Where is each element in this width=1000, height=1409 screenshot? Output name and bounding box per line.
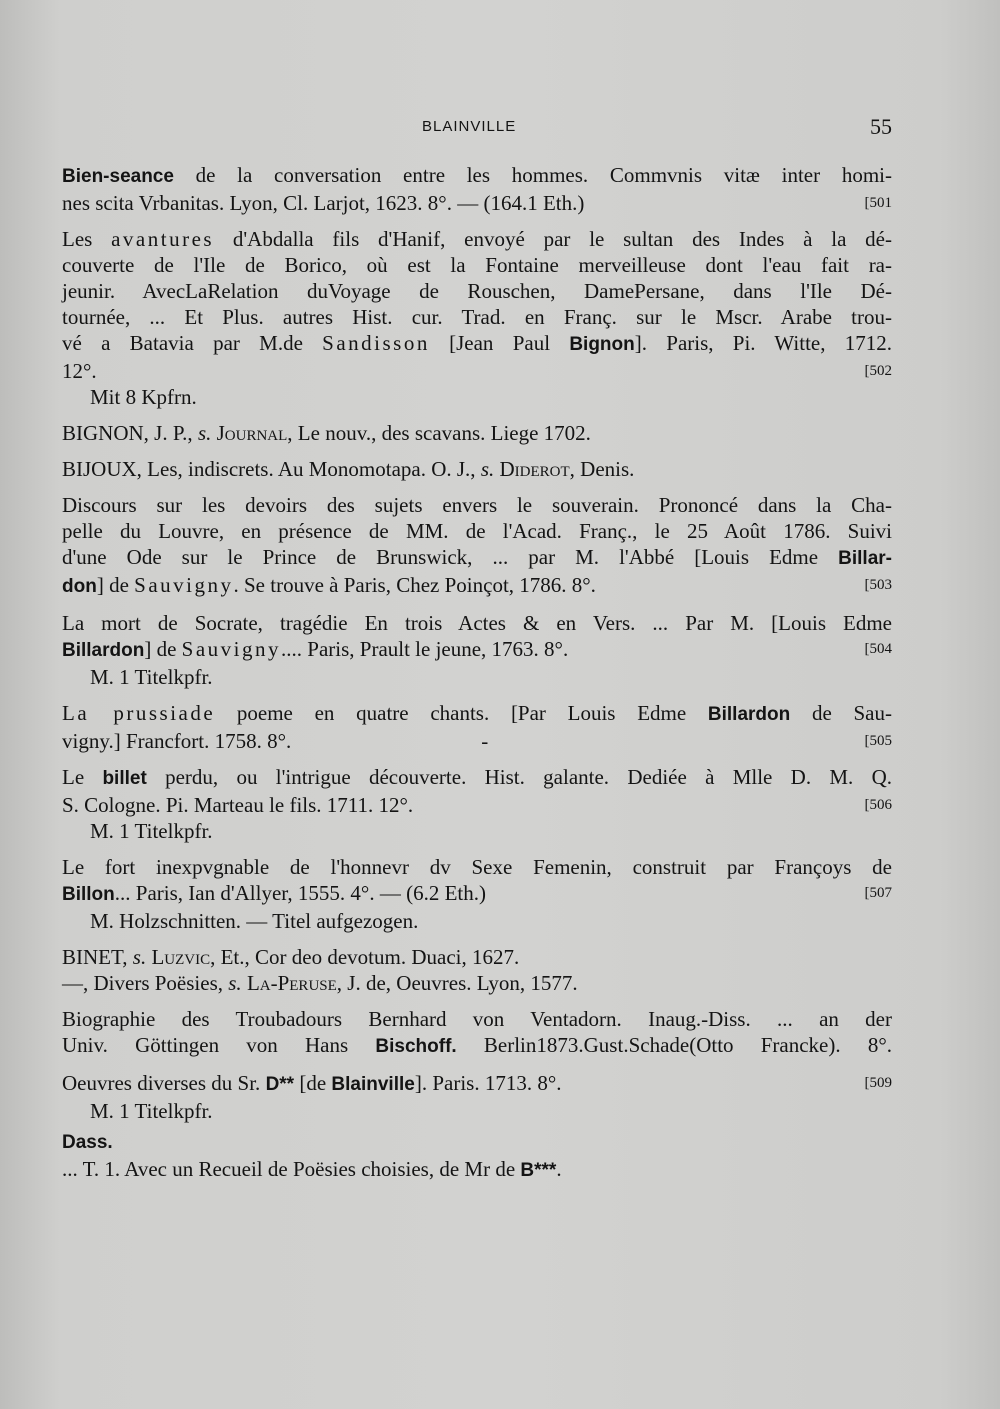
entry-number: [509 bbox=[864, 1075, 892, 1091]
entry-biographie: Biographie des Troubadours Bernhard von Ventadorn. Inaug.-Diss. ... an der Univ. Göttingen von Hans Bischoff. Berlin1873.Gust.Schade(Otto Francke). 8°. bbox=[62, 1007, 892, 1057]
entry-number: [507 bbox=[864, 885, 892, 901]
entry-line: nes scita Vrbanitas. Lyon, Cl. Larjot, 1623. 8°. — (164.1 Eth.) [501 bbox=[62, 191, 892, 215]
page-header bbox=[62, 116, 892, 142]
entry-502: Les avantures d'Abdalla fils d'Hanif, envoyé par le sultan des Indes à la dé- couverte de l'Ile de Borico, où est la Fontaine merveilleuse dont l'eau fait ra- jeunir. AvecLaRelation duVoyage de Rouschen, DamePersane, dans l'Ile Dé- tournée, ... Et Plus. autres Hist. cur. Trad. en Franç. sur le Mscr. Arabe trou- vé a Batavia par M.de Sandisson [Jean Paul Bignon]. Paris, Pi. Witte, 1712. 12°. [502 Mit 8 Kpfrn. bbox=[62, 227, 892, 409]
entry-number: [506 bbox=[864, 797, 892, 813]
entry-503: Discours sur les devoirs des sujets envers le souverain. Prononcé dans la Cha- pelle du Louvre, en présence de MM. de l'Acad. Franç., le 25 Août 1786. Suivi d'une Ode sur le Prince de Brunswick, ... par M. l'Abbé [Louis Edme Billar- don] de Sauvigny. Se trouve à Paris, Chez Poinçot, 1786. 8°. [503 bbox=[62, 492, 892, 600]
entry-bignon: BIGNON, J. P., s. Journal, Le nouv., des scavans. Liege 1702. bbox=[62, 421, 591, 445]
entry-binet: BINET, s. Luzvic, Et., Cor deo devotum. Duaci, 1627. —, Divers Poësies, s. La-Peruse, J. de, Oeuvres. Lyon, 1577. bbox=[62, 945, 578, 995]
entry-506: Le billet perdu, ou l'intrigue découverte. Hist. galante. Dediée à Mlle D. M. Q. S. Cologne. Pi. Marteau le fils. 1711. 12°. [506 M. 1 Titelkpfr. bbox=[62, 765, 892, 843]
entry-note: M. Holzschnitten. — Titel aufgezogen. bbox=[90, 909, 419, 933]
entry-507: Le fort inexpvgnable de l'honnevr dv Sexe Femenin, construit par Françoys de Billon... Paris, Ian d'Allyer, 1555. 4°. — (6.2 Eth.) [507 M. Holzschnitten. — Titel aufgezogen. bbox=[62, 855, 892, 933]
entry-number: [501 bbox=[864, 195, 892, 211]
entry-line: Bien-seance de la conversation entre les hommes. Commvnis vitæ inter homi- bbox=[62, 163, 892, 187]
entry-note: M. 1 Titelkpfr. bbox=[90, 1099, 213, 1123]
bibliography-entries bbox=[62, 162, 892, 1194]
entry-note: M. 1 Titelkpfr. bbox=[90, 665, 213, 689]
entry-number: [505 bbox=[864, 733, 892, 749]
entry-number: [503 bbox=[864, 577, 892, 593]
entry-number: [502 bbox=[864, 363, 892, 379]
entry-bijoux: BIJOUX, Les, indiscrets. Au Monomotapa. O. J., s. Diderot, Denis. bbox=[62, 457, 635, 481]
entry-note: Mit 8 Kpfrn. bbox=[90, 385, 197, 409]
entry-note: M. 1 Titelkpfr. bbox=[90, 819, 213, 843]
running-head: BLAINVILLE bbox=[422, 118, 517, 135]
entry-501 bbox=[62, 162, 892, 216]
entry-504: La mort de Socrate, tragédie En trois Actes & en Vers. ... Par M. [Louis Edme Billardon] de Sauvigny.... Paris, Prault le jeune, 1763. 8°. [504 M. 1 Titelkpfr. bbox=[62, 611, 892, 689]
entry-509: Oeuvres diverses du Sr. D** [de Blainville]. Paris. 1713. 8°. [509 M. 1 Titelkpfr. Dass. ... T. 1. Avec un Recueil de Poësies choisies, de Mr de B***. bbox=[62, 1071, 892, 1181]
entry-number: [504 bbox=[864, 641, 892, 657]
page-number: 55 bbox=[870, 114, 892, 139]
entry-505: La prussiade poeme en quatre chants. [Par Louis Edme Billardon de Sau- vigny.] Francfort. 1758. 8°. - [505 bbox=[62, 701, 892, 753]
